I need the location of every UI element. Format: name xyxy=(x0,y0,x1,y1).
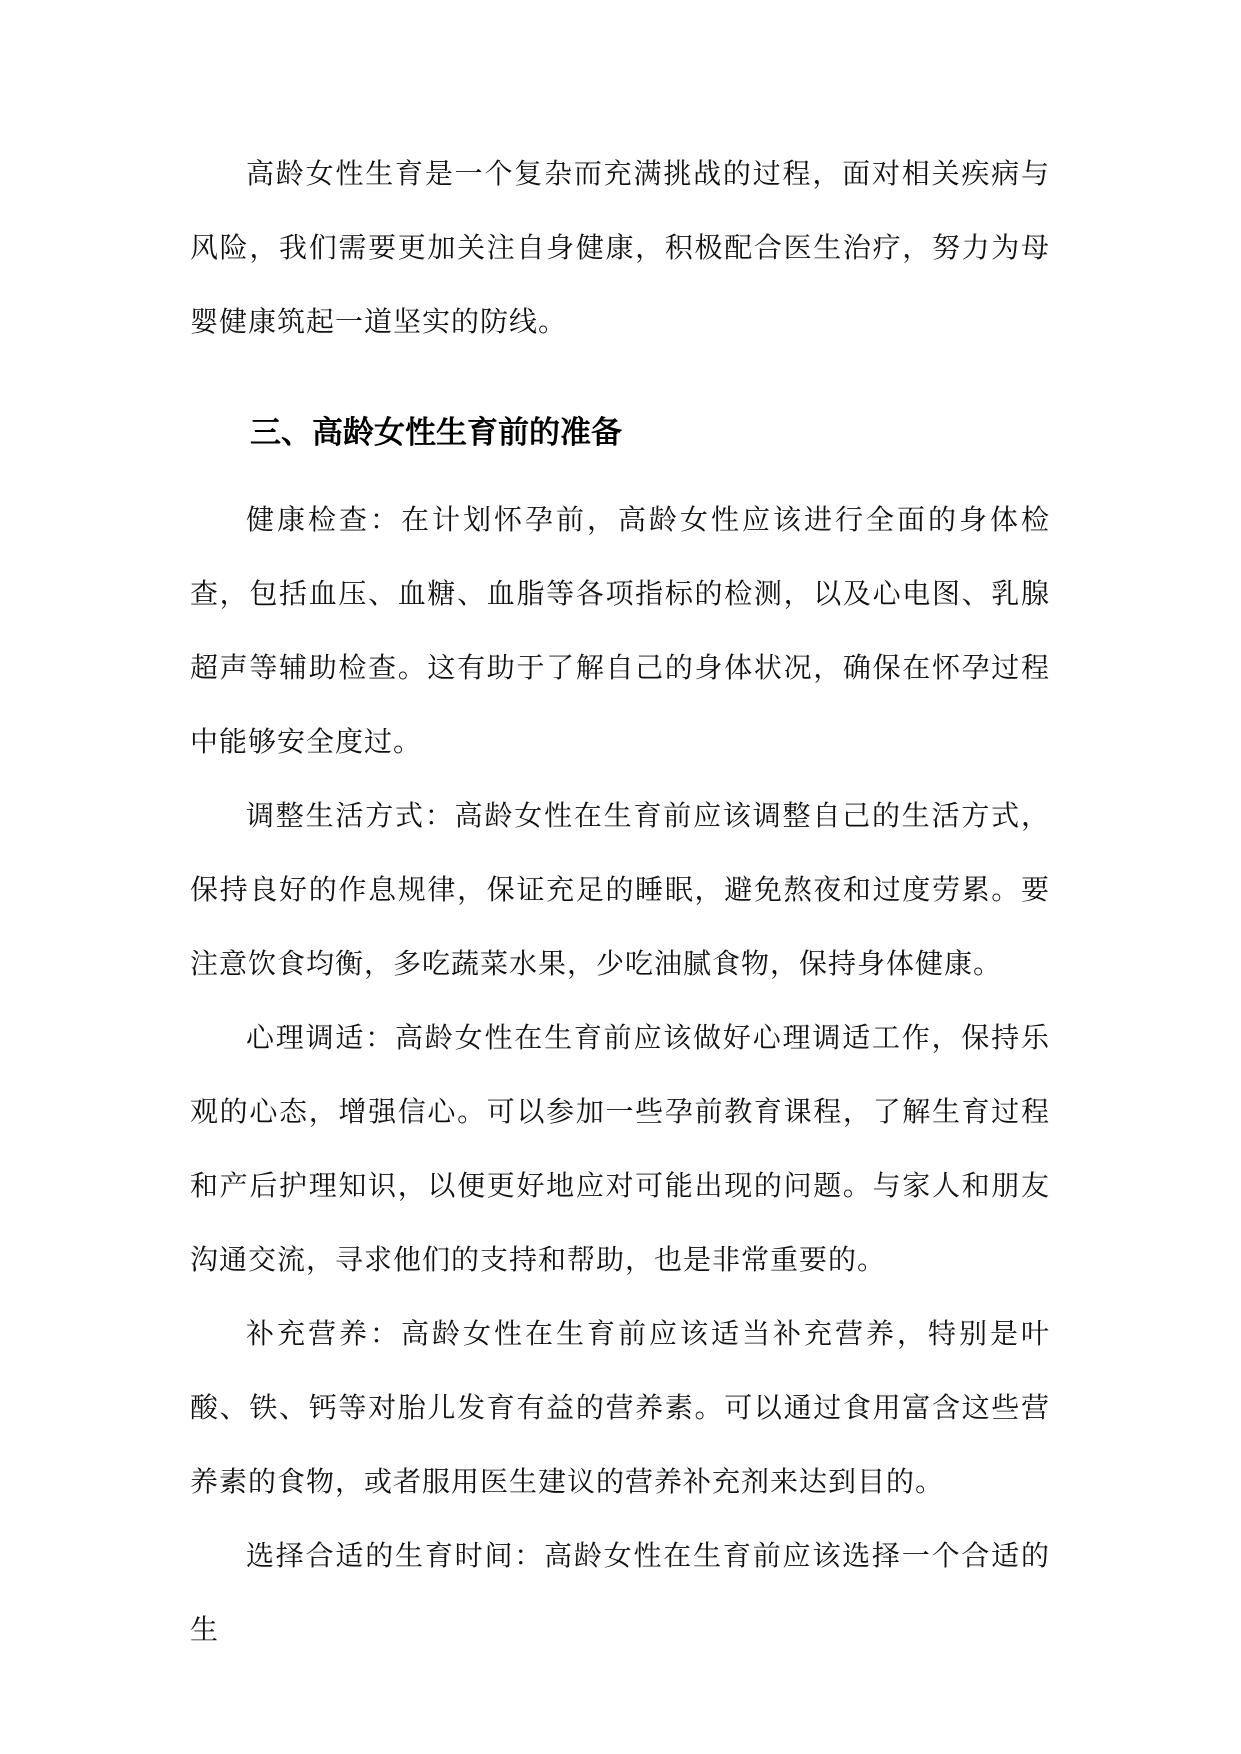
intro-paragraph: 高龄女性生育是一个复杂而充满挑战的过程，面对相关疾病与风险，我们需要更加关注自身健康，积极配合医生治疗，努力为母婴健康筑起一道坚实的防线。 xyxy=(190,157,1050,338)
paragraph-timing: 选择合适的生育时间：高龄女性在生育前应该选择一个合适的生 xyxy=(190,1539,1050,1646)
section-heading: 三、高龄女性生育前的准备 xyxy=(250,415,622,451)
paragraph-nutrition: 补充营养：高龄女性在生育前应该适当补充营养，特别是叶酸、铁、钙等对胎儿发育有益的营养素。可以通过食用富含这些营养素的食物，或者服用医生建议的营养补充剂来达到目的。 xyxy=(190,1317,1050,1498)
paragraph-lifestyle: 调整生活方式：高龄女性在生育前应该调整自己的生活方式，保持良好的作息规律，保证充足的睡眠，避免熬夜和过度劳累。要注意饮食均衡，多吃蔬菜水果，少吃油腻食物，保持身体健康。 xyxy=(190,799,1050,980)
paragraph-psychological: 心理调适：高龄女性在生育前应该做好心理调适工作，保持乐观的心态，增强信心。可以参加一些孕前教育课程，了解生育过程和产后护理知识，以便更好地应对可能出现的问题。与家人和朋友沟通交流，寻求他们的支持和帮助，也是非常重要的。 xyxy=(190,1021,1050,1276)
paragraph-health-check: 健康检查：在计划怀孕前，高龄女性应该进行全面的身体检查，包括血压、血糖、血脂等各项指标的检测，以及心电图、乳腺超声等辅助检查。这有助于了解自己的身体状况，确保在怀孕过程中能够安全度过。 xyxy=(190,503,1050,758)
